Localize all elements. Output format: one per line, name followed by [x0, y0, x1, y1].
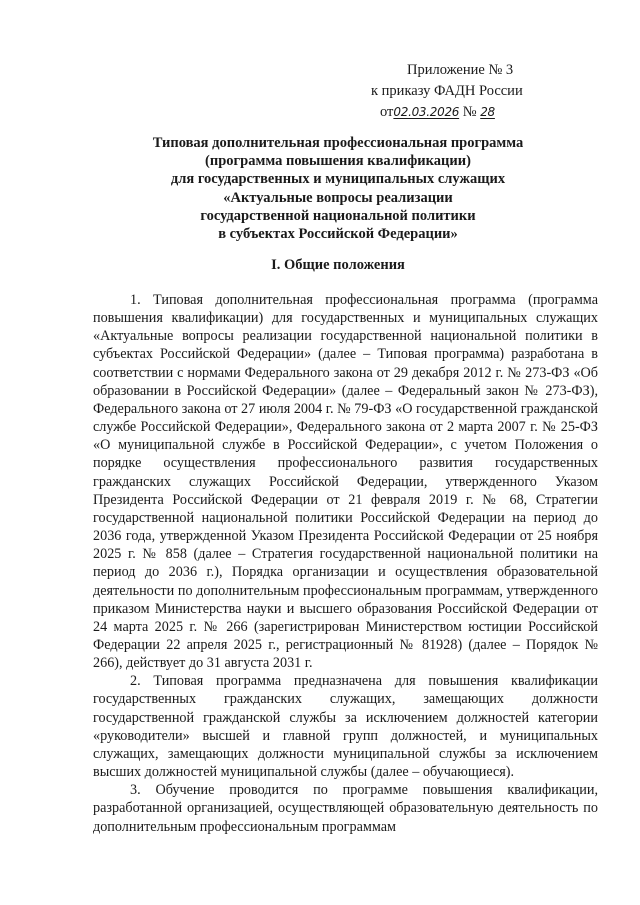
- title-line: государственной национальной политики: [200, 207, 476, 224]
- handwritten-number: 28: [480, 105, 495, 119]
- title-line: в субъектах Российской Федерации»: [218, 226, 458, 243]
- paragraph: 1. Типовая дополнительная профессиональная программа (программа повышения квалификации) для государственных и муниципальных служащих «Актуальные вопросы реализации государственной национальной политики в субъектах Российской Федерации» (далее – Типовая программа) разработана в соответствии с нормами Федерального закона от 29 декабря 2012 г. № 273-ФЗ «Об образовании в Российской Федерации» (далее – Федеральный закон № 273-ФЗ), Федерального закона от 27 июля 2004 г. № 79-ФЗ «О государственной гражданской службе Российской Федерации», Федерального закона от 2 марта 2007 г. № 25-ФЗ «О муниципальной службе в Российской Федерации», с учетом Положения о порядке осуществления профессионального развития государственных гражданских служащих Российской Федерации, утвержденного Указом Президента Российской Федерации от 21 февраля 2019 г. № 68, Стратегии государственной национальной политики Российской Федерации на период до 2036 года, утвержденной Указом Президента Российской Федерации от 25 ноября 2025 г. № 858 (далее – Стратегия государственной национальной политики на период до 2036 г.), Порядка организации и осуществления образовательной деятельности по дополнительным профессиональным программам, утвержденного приказом Министерства науки и высшего образования Российской Федерации от 24 марта 2025 г. № 266 (зарегистрирован Министерством юстиции Российской Федерации 22 апреля 2025 г., регистрационный № 81928) (далее – Порядок № 266), действует до 31 августа 2031 г.: [93, 292, 598, 672]
- appendix-header: [355, 60, 585, 123]
- appendix-number: Приложение № 3: [407, 62, 514, 78]
- section-heading: I. Общие положения: [271, 257, 405, 273]
- handwritten-date: 02.03.2026: [393, 105, 460, 119]
- number-prefix: №: [462, 104, 477, 120]
- document-title: [88, 134, 588, 243]
- document-body: [93, 291, 598, 836]
- appendix-date-line: [355, 102, 585, 123]
- date-prefix: от: [380, 104, 394, 120]
- appendix-order-reference: к приказу ФАДН России: [371, 83, 523, 99]
- title-line: «Актуальные вопросы реализации: [223, 189, 453, 206]
- title-line: для государственных и муниципальных служащих: [170, 171, 506, 188]
- title-line: Типовая дополнительная профессиональная программа: [152, 135, 524, 151]
- title-line: (программа повышения квалификации): [205, 153, 471, 170]
- paragraph: 3. Обучение проводится по программе повышения квалификации, разработанной организацией, осуществляющей образовательную деятельность по дополнительным профессиональным программам: [93, 782, 598, 835]
- paragraph: 2. Типовая программа предназначена для повышения квалификации государственных гражданских служащих, замещающих должности государственной гражданской службы за исключением должностей категории «руководители» высшей и главной групп должностей, и муниципальных служащих, замещающих должности муниципальной службы за исключением высших должностей муниципальной службы (далее – обучающиеся).: [93, 673, 598, 781]
